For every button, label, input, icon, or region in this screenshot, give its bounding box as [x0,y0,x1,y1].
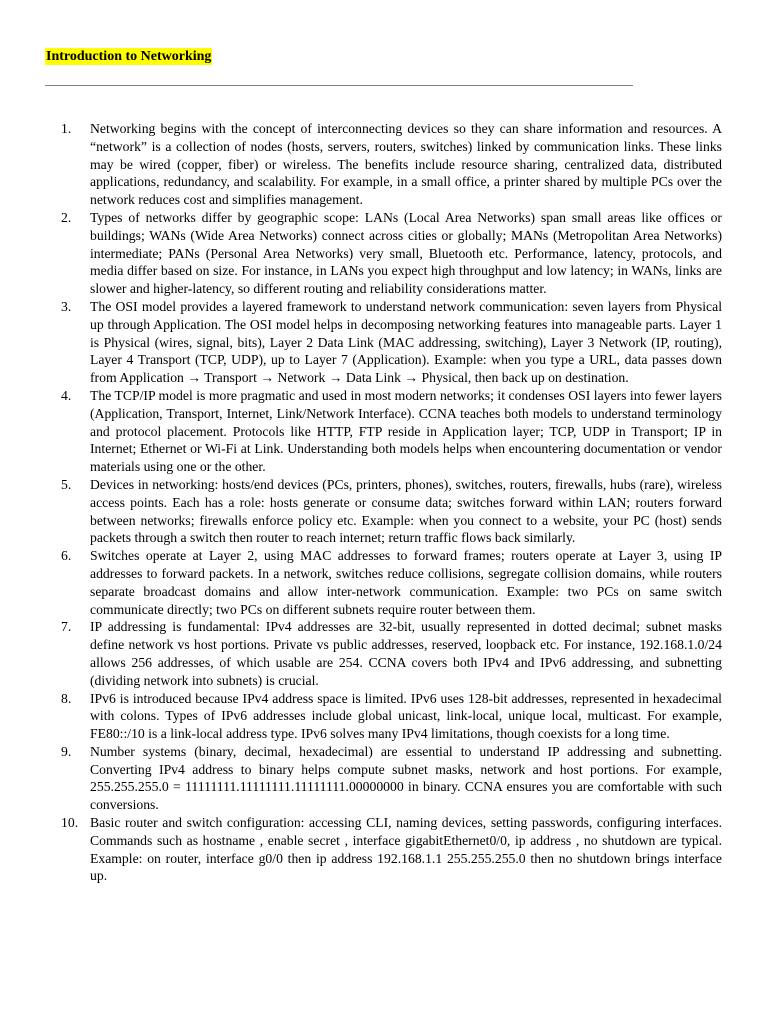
list-item [61,690,722,743]
list-item-text: Types of networks differ by geographic scope: LANs (Local Area Networks) span small areas like offices or buildings; WANs (Wide Area Networks) connect across cities or globally; MANs (Metropolitan Area Networks) intermediate; PANs (Personal Area Networks) very small, Bluetooth etc. Performance, latency, protocols, and media differ based on size. For instance, in LANs you expect high throughput and low latency; in WANs, links are slower and higher-latency, so different routing and reliability considerations matter. [90,209,722,297]
list-item [61,476,722,547]
numbered-list [61,120,722,885]
list-item-text: The TCP/IP model is more pragmatic and used in most modern networks; it condenses OSI layers into fewer layers (Application, Transport, Internet, Link/Network Interface). CCNA teaches both models to understand terminology and protocol placement. Protocols like HTTP, FTP reside in Application layer; TCP, UDP in Transport; IP in Internet; Ethernet or Wi-Fi at Link. Understanding both models helps when encountering documentation or vendor materials using one or the other. [90,387,722,475]
list-item [61,209,722,298]
list-item [61,387,722,476]
list-item-text: Switches operate at Layer 2, using MAC addresses to forward frames; routers operate at Layer 3, using IP addresses to forward packets. In a network, switches reduce collisions, segregate collision domains, while routers separate broadcast domains and allow inter-network communication. Example: two PCs on same switch communicate directly; two PCs on different subnets require router between them. [90,548,722,617]
list-item-text: IP addressing is fundamental: IPv4 addresses are 32-bit, usually represented in dotted decimal; subnet masks define network vs host portions. Private vs public addresses, reserved, loopback etc. For instance, 192.168.1.0/24 allows 256 addresses, of which usable are 254. CCNA covers both IPv4 and IPv6 addressing, and subnetting (dividing network into subnets) is crucial. [90,619,722,688]
list-item-text: Devices in networking: hosts/end devices (PCs, printers, phones), switches, routers, firewalls, hubs (rare), wireless access points. Each has a role: hosts generate or consume data; switches forward within LAN; routers forward between networks; firewalls enforce policy etc. Example: when you connect to a website, your PC (host) sends packets through a switch then router to reach internet; return traffic flows back similarly. [90,476,722,546]
list-item-number: 7. [61,619,72,635]
list-item-number: 10. [61,815,79,831]
list-item [61,547,722,618]
list-item-text: IPv6 is introduced because IPv4 address space is limited. IPv6 uses 128-bit addresses, represented in hexadecimal with colons. Types of IPv6 addresses include global unicast, link-local, unique local, multicast. For example, FE80::/10 is a link-local address type. IPv6 solves many IPv4 limitations, though coexists for a long time. [90,690,722,742]
list-item [61,618,722,689]
list-item [61,814,722,885]
list-item [61,743,722,814]
horizontal-rule [45,85,633,86]
list-item [61,298,722,387]
list-item-number: 1. [61,121,72,136]
document-title: Introduction to Networking [46,49,212,64]
title-container [45,47,212,65]
list-item-number: 3. [61,298,72,314]
list-item-number: 8. [61,690,72,706]
list-item [61,120,722,209]
list-item-text: Basic router and switch configuration: accessing CLI, naming devices, setting passwords, configuring interfaces. Commands such as hostname , enable secret , interface gigabitEthernet0/0, ip address , no shutdown are typical. Example: on router, interface g0/0 then ip address 192.168.1.1 255.255.255.0 then no shutdown brings interface up. [90,815,722,884]
list-item-text: The OSI model provides a layered framework to understand network communication: seven layers from Physical up through Application. The OSI model helps in decomposing networking features into manageable parts. Layer 1 is Physical (wires, signal, bits), Layer 2 Data Link (MAC addressing, switching), Layer 3 Network (IP, routing), Layer 4 Transport (TCP, UDP), up to Layer 7 (Application). Example: when you type a URL, data passes down from Application → Transport → Network → Data Link → Physical, then back up on destination. [90,298,722,386]
list-item-text: Networking begins with the concept of interconnecting devices so they can share information and resources. A “network” is a collection of nodes (hosts, servers, routers, switches) linked by communication links. These links may be wired (copper, fiber) or wireless. The benefits include resource sharing, centralized data, distributed applications, redundancy, and scalability. For example, in a small office, a printer shared by multiple PCs over the network reduces cost and simplifies management. [90,121,722,208]
list-item-text: Number systems (binary, decimal, hexadecimal) are essential to understand IP addressing and subnetting. Converting IPv4 address to binary helps compute subnet masks, network and host portions. For example, 255.255.255.0 = 11111111.11111111.11111111.00000000 in binary. CCNA ensures you are comfortable with such conversions. [90,743,722,813]
list-item-number: 5. [61,476,72,492]
list-item-number: 2. [61,209,72,225]
list-item-number: 6. [61,548,72,564]
list-item-number: 4. [61,387,72,403]
list-item-number: 9. [61,743,72,759]
